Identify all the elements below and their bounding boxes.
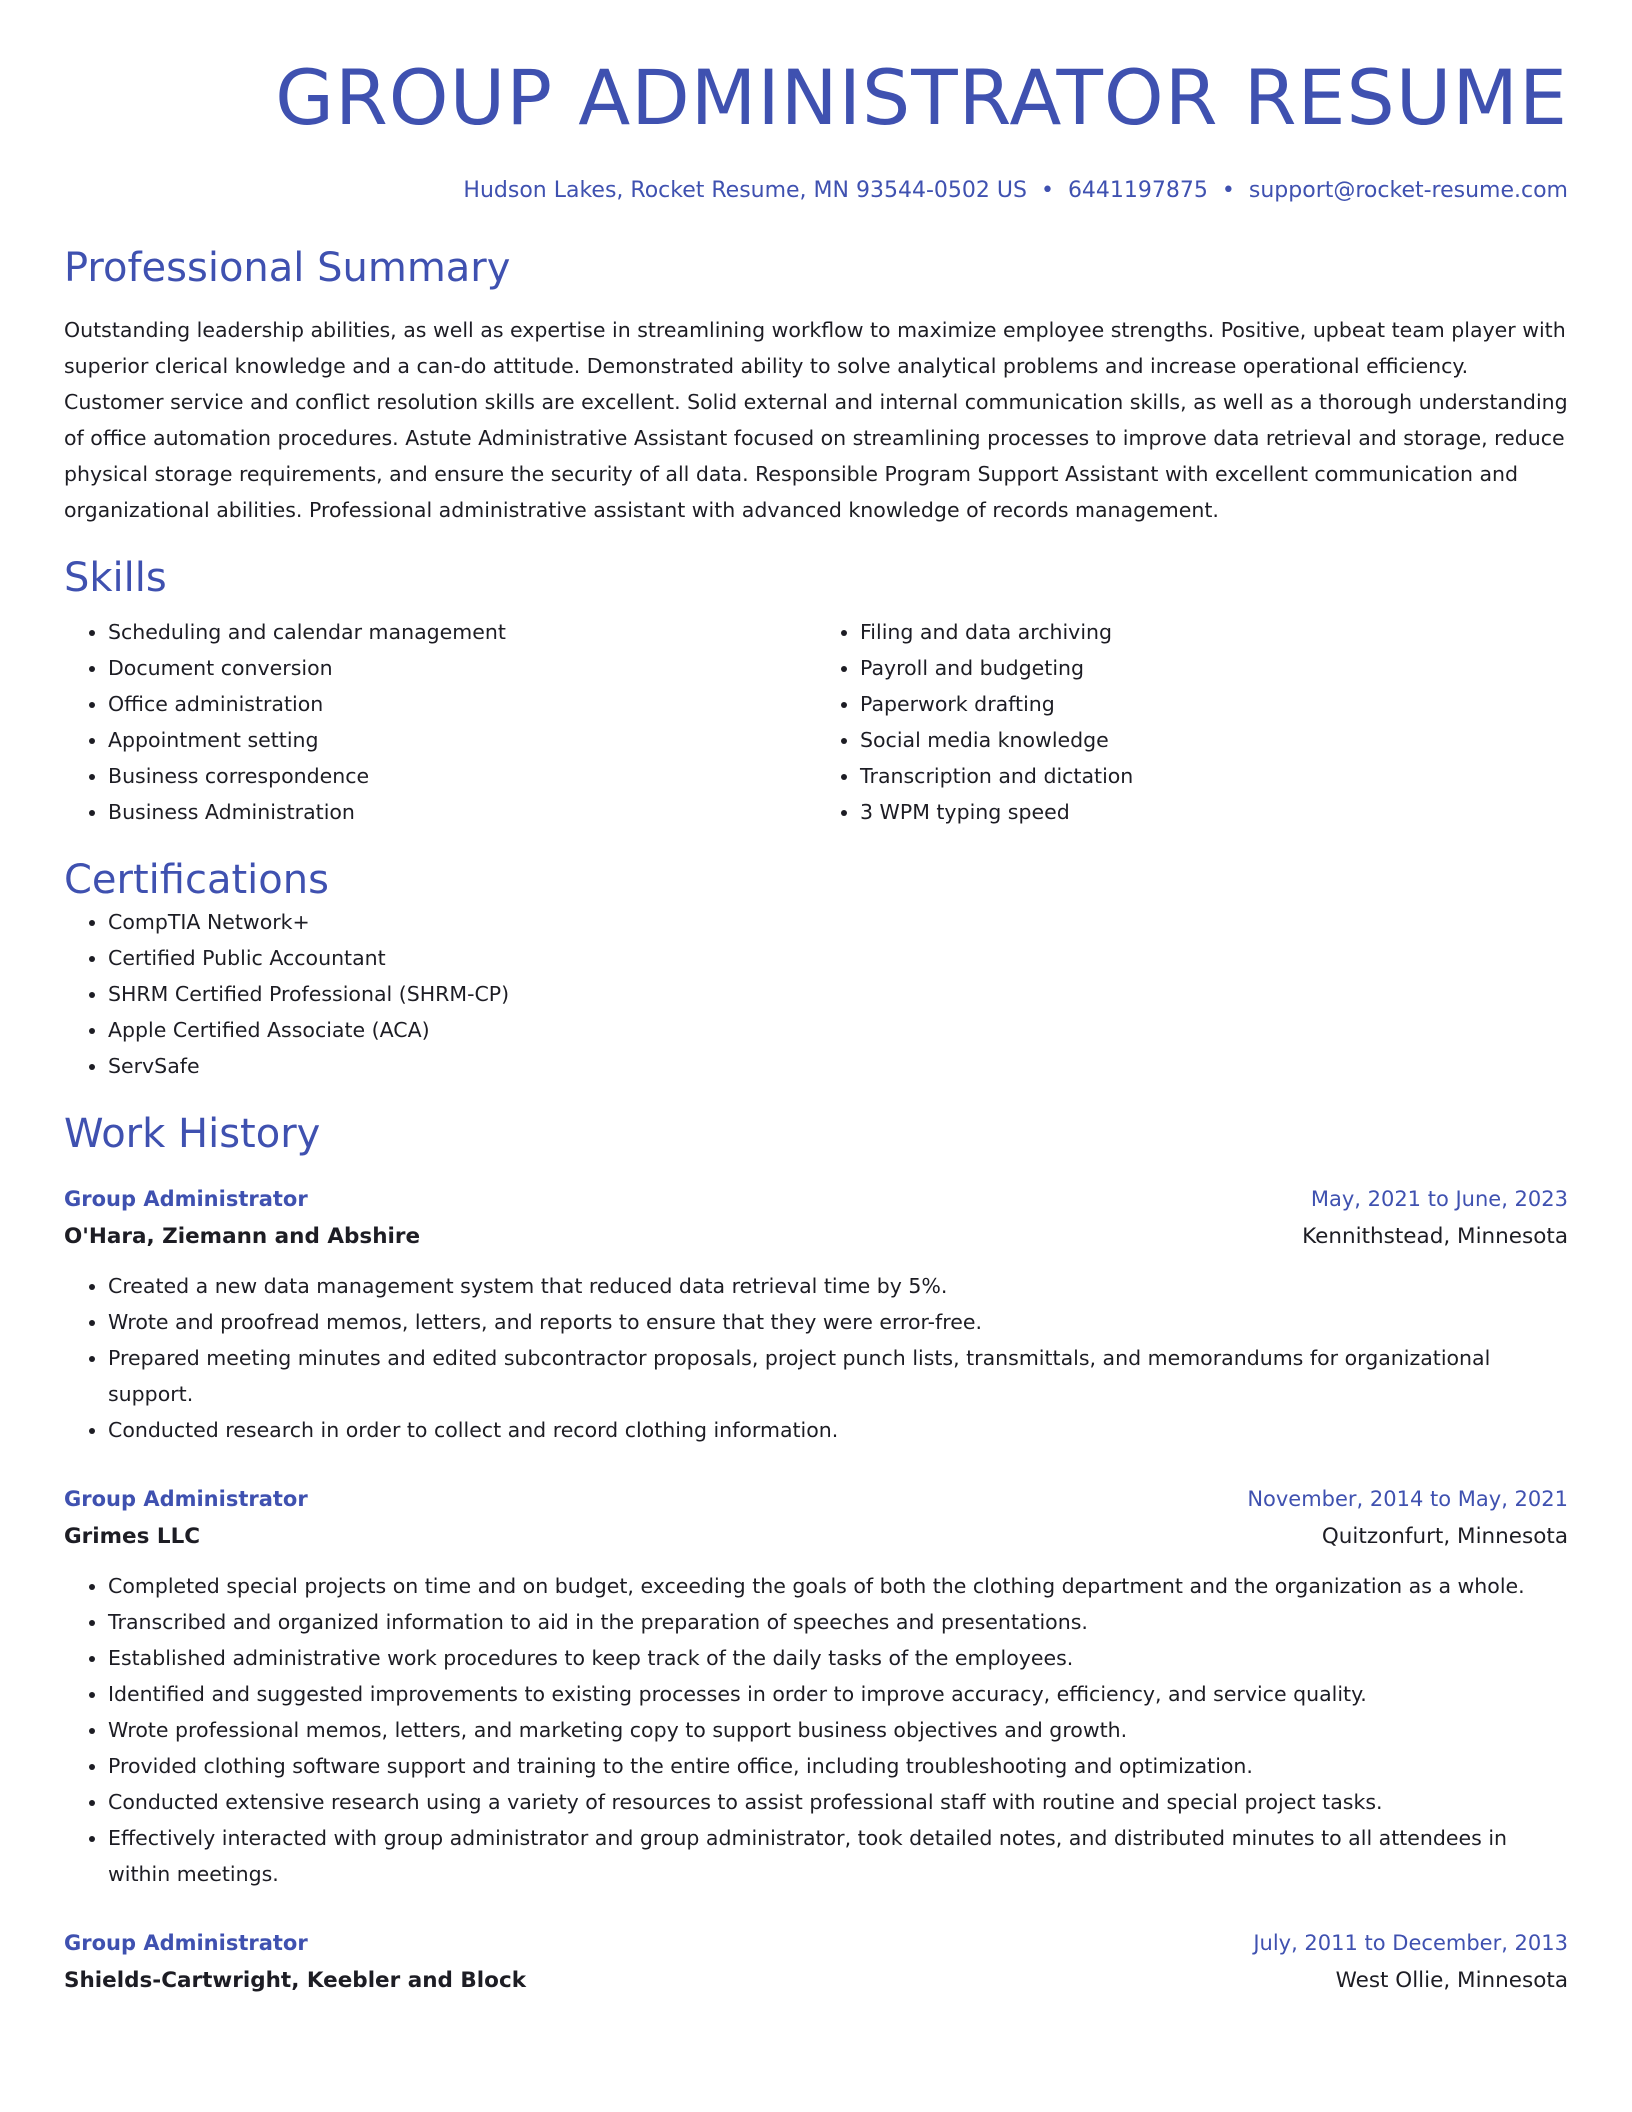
job-bullet: • Identified and suggested improvements to existing processes in order to improve accuracy, efficiency, and service quality. bbox=[108, 1676, 1568, 1712]
job-header-row bbox=[64, 1924, 1568, 1962]
contact-line bbox=[64, 178, 1568, 204]
certifications-section bbox=[64, 856, 1568, 1084]
skill-item: • Social media knowledge bbox=[860, 722, 1568, 758]
job-entry bbox=[64, 1180, 1568, 1448]
summary-section bbox=[64, 244, 1568, 528]
skill-item: • Scheduling and calendar management bbox=[108, 614, 816, 650]
skill-item: • Business correspondence bbox=[108, 758, 816, 794]
job-company: Shields-Cartwright, Keebler and Block bbox=[64, 1967, 526, 1993]
skill-item: • Document conversion bbox=[108, 650, 816, 686]
job-bullets bbox=[64, 1268, 1568, 1448]
contact-phone[interactable]: 6441197875 bbox=[1067, 177, 1208, 203]
job-bullet: • Prepared meeting minutes and edited subcontractor proposals, project punch lists, transmittals, and memorandums for organizational support. bbox=[108, 1340, 1568, 1412]
summary-heading: Professional Summary bbox=[64, 244, 511, 291]
job-location: Kennithstead, Minnesota bbox=[1302, 1223, 1568, 1249]
job-dates: July, 2011 to December, 2013 bbox=[1253, 1930, 1568, 1955]
contact-address: Hudson Lakes, Rocket Resume, MN 93544-0502 US bbox=[463, 177, 1027, 203]
certifications-list bbox=[64, 904, 1568, 1084]
certification-item: • SHRM Certified Professional (SHRM-CP) bbox=[108, 976, 1568, 1012]
work-history-section bbox=[64, 1110, 1568, 2000]
skill-item: • Transcription and dictation bbox=[860, 758, 1568, 794]
job-bullet: • Provided clothing software support and training to the entire office, including troubleshooting and optimization. bbox=[108, 1748, 1568, 1784]
skill-item: • 3 WPM typing speed bbox=[860, 794, 1568, 830]
job-title: Group Administrator bbox=[64, 1486, 308, 1511]
skill-item: • Paperwork drafting bbox=[860, 686, 1568, 722]
certification-item: • CompTIA Network+ bbox=[108, 904, 1568, 940]
job-title: Group Administrator bbox=[64, 1186, 308, 1211]
certification-item: • Apple Certified Associate (ACA) bbox=[108, 1012, 1568, 1048]
job-company-row bbox=[64, 1962, 1568, 2000]
job-entry bbox=[64, 1924, 1568, 2000]
job-bullet: • Wrote professional memos, letters, and marketing copy to support business objectives and growth. bbox=[108, 1712, 1568, 1748]
certification-item: • Certified Public Accountant bbox=[108, 940, 1568, 976]
skills-list-left bbox=[64, 614, 816, 830]
contact-separator: • bbox=[1221, 177, 1235, 203]
job-header-row bbox=[64, 1180, 1568, 1218]
skill-item: • Payroll and budgeting bbox=[860, 650, 1568, 686]
job-bullet: • Established administrative work procedures to keep track of the daily tasks of the employees. bbox=[108, 1640, 1568, 1676]
skills-list-right bbox=[816, 614, 1568, 830]
summary-text: Outstanding leadership abilities, as well as expertise in streamlining workflow to maximize employee strengths. Positive, upbeat team player with superior clerical knowledge and a can-do attitude. Demonstrated ability to solve analytical problems and increase operational efficiency. Customer service and conflict resolution skills are excellent. Solid external and internal communication skills, as well as a thorough understanding of office automation procedures. Astute Administrative Assistant focused on streamlining processes to improve data retrieval and storage, reduce physical storage requirements, and ensure the security of all data. Responsible Program Support Assistant with excellent communication and organizational abilities. Professional administrative assistant with advanced knowledge of records management. bbox=[64, 317, 1568, 522]
skill-item: • Filing and data archiving bbox=[860, 614, 1568, 650]
job-bullet: • Transcribed and organized information to aid in the preparation of speeches and presentations. bbox=[108, 1604, 1568, 1640]
job-bullets bbox=[64, 1568, 1568, 1892]
skills-section bbox=[64, 554, 1568, 830]
skill-item: • Office administration bbox=[108, 686, 816, 722]
job-company: O'Hara, Ziemann and Abshire bbox=[64, 1223, 421, 1249]
job-bullet: • Conducted extensive research using a variety of resources to assist professional staff with routine and special project tasks. bbox=[108, 1784, 1568, 1820]
job-location: Quitzonfurt, Minnesota bbox=[1321, 1523, 1568, 1549]
job-company-row bbox=[64, 1518, 1568, 1556]
job-bullet: • Conducted research in order to collect and record clothing information. bbox=[108, 1412, 1568, 1448]
contact-email[interactable]: support@rocket-resume.com bbox=[1248, 177, 1568, 203]
job-header-row bbox=[64, 1480, 1568, 1518]
job-bullet: • Wrote and proofread memos, letters, and reports to ensure that they were error-free. bbox=[108, 1304, 1568, 1340]
job-bullet: • Completed special projects on time and on budget, exceeding the goals of both the clothing department and the organization as a whole. bbox=[108, 1568, 1568, 1604]
skill-item: • Business Administration bbox=[108, 794, 816, 830]
resume-title: GROUP ADMINISTRATOR RESUME bbox=[275, 53, 1568, 142]
skills-heading: Skills bbox=[64, 554, 167, 601]
certifications-heading: Certifications bbox=[64, 856, 329, 903]
job-dates: May, 2021 to June, 2023 bbox=[1310, 1186, 1568, 1211]
job-entry bbox=[64, 1480, 1568, 1892]
job-bullet: • Effectively interacted with group administrator and group administrator, took detailed notes, and distributed minutes to all attendees in within meetings. bbox=[108, 1820, 1568, 1892]
certification-item: • ServSafe bbox=[108, 1048, 1568, 1084]
work-history-heading: Work History bbox=[64, 1110, 321, 1157]
job-company: Grimes LLC bbox=[64, 1523, 201, 1549]
job-company-row bbox=[64, 1218, 1568, 1256]
job-title: Group Administrator bbox=[64, 1930, 308, 1955]
contact-separator: • bbox=[1040, 177, 1054, 203]
job-location: West Ollie, Minnesota bbox=[1335, 1967, 1568, 1993]
skill-item: • Appointment setting bbox=[108, 722, 816, 758]
skills-columns bbox=[64, 614, 1568, 830]
job-dates: November, 2014 to May, 2021 bbox=[1247, 1486, 1568, 1511]
job-bullet: • Created a new data management system that reduced data retrieval time by 5%. bbox=[108, 1268, 1568, 1304]
